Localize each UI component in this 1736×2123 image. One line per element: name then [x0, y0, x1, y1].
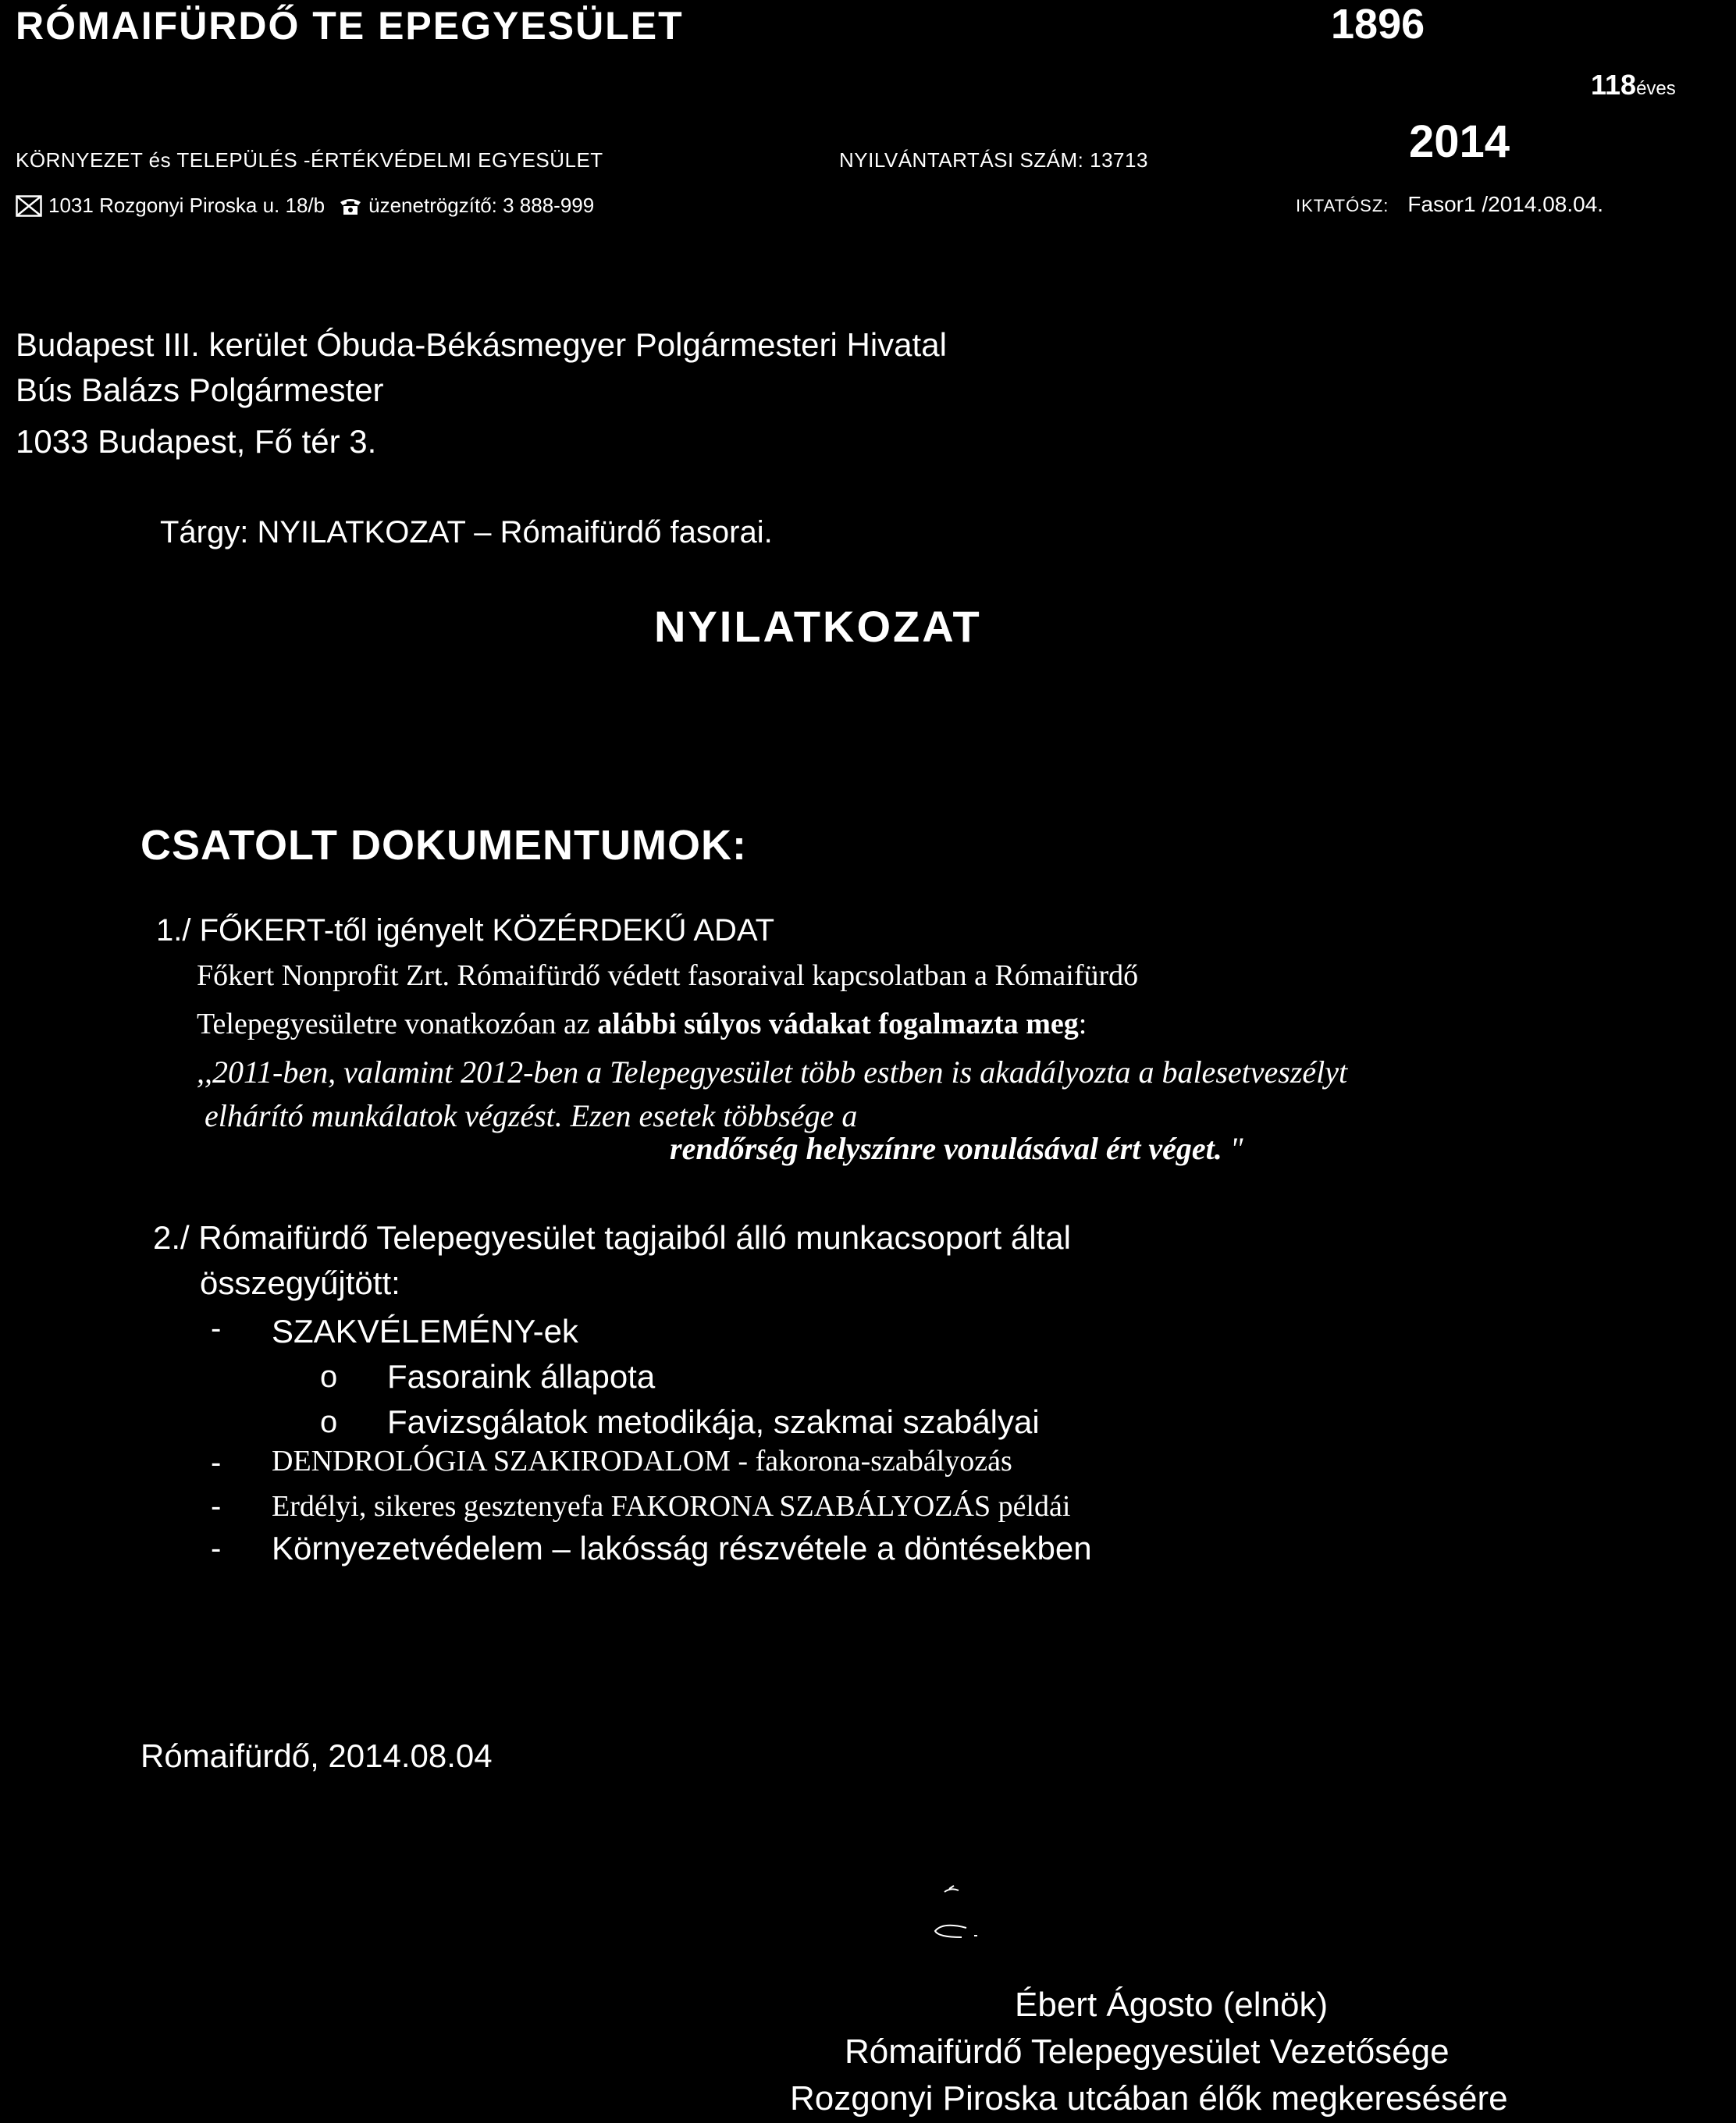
- years-badge: [1591, 69, 1676, 101]
- item1-text-plain: Telepegyesületre vonatkozóan az: [197, 1008, 598, 1040]
- sublist-item: Favizsgálatok metodikája, szakmai szabályai: [387, 1403, 1040, 1440]
- item1-heading: 1./ FŐKERT-től igényelt KÖZÉRDEKŰ ADAT: [156, 913, 775, 948]
- item1-text-bold: alábbi súlyos vádakat fogalmazta meg: [597, 1008, 1079, 1040]
- list-dash: -: [211, 1311, 222, 1346]
- list-item: DENDROLÓGIA SZAKIRODALOM - fakorona-szabályozás: [272, 1445, 1012, 1478]
- filing-label: IKTATÓSZ:: [1296, 196, 1389, 215]
- filing-number: [1296, 192, 1603, 217]
- item1-quote-bold: rendőrség helyszínre vonulásával ért véget.: [670, 1131, 1222, 1166]
- signatory-name: Ébert Ágosto (elnök): [1015, 1986, 1329, 2024]
- recipient-name: Bús Balázs Polgármester: [16, 372, 384, 408]
- signatory-organization: Rómaifürdő Telepegyesület Vezetősége: [845, 2032, 1450, 2071]
- phone-number: üzenetrögzítő: 3 888-999: [368, 194, 595, 217]
- recipient-office: Budapest III. kerület Óbuda-Békásmegyer Polgármesteri Hivatal: [16, 326, 947, 363]
- list-item: Erdélyi, sikeres gesztenyefa FAKORONA SZABÁLYOZÁS példái: [272, 1490, 1071, 1523]
- years-number: 118: [1591, 69, 1637, 101]
- item1-quote-line: ,,2011-ben, valamint 2012-ben a Telepegyesület több estben is akadályozta a balesetveszélyt: [197, 1054, 1348, 1090]
- organization-title: RÓMAIFÜRDŐ TE EPEGYESÜLET: [16, 4, 684, 48]
- item1-text-end: :: [1078, 1008, 1087, 1040]
- place-and-date: Rómaifürdő, 2014.08.04: [141, 1737, 493, 1774]
- registration-number: NYILVÁNTARTÁSI SZÁM: 13713: [839, 148, 1148, 172]
- years-suffix: éves: [1636, 78, 1676, 99]
- current-year: 2014: [1409, 116, 1510, 167]
- document-title: NYILATKOZAT: [654, 602, 982, 651]
- sublist-item: Fasoraink állapota: [387, 1358, 656, 1395]
- item1-text-line: Főkert Nonprofit Zrt. Rómaifürdő védett fasoraival kapcsolatban a Rómaifürdő: [197, 959, 1139, 992]
- item2-heading: 2./ Rómaifürdő Telepegyesület tagjaiból álló munkacsoport által: [153, 1219, 1071, 1256]
- list-dash: -: [211, 1446, 222, 1480]
- list-item: SZAKVÉLEMÉNY-ek: [272, 1313, 578, 1350]
- item1-quote-end: ": [1222, 1131, 1243, 1166]
- item2-heading-cont: összegyűjtött:: [200, 1264, 400, 1301]
- organization-subtitle: KÖRNYEZET és TELEPÜLÉS -ÉRTÉKVÉDELMI EGYESÜLET: [16, 148, 603, 172]
- item1-quote-line: [670, 1130, 1243, 1167]
- list-dash: -: [211, 1489, 222, 1524]
- list-item: Környezetvédelem – lakósság részvétele a döntésekben: [272, 1530, 1092, 1566]
- sublist-bullet: o: [320, 1405, 338, 1439]
- subject-line: Tárgy: NYILATKOZAT – Rómaifürdő fasorai.: [160, 515, 773, 549]
- founded-year: 1896: [1331, 1, 1425, 48]
- sublist-bullet: o: [320, 1360, 338, 1394]
- signature: [904, 1881, 998, 1951]
- list-dash: -: [211, 1531, 222, 1566]
- envelope-icon: [16, 195, 42, 217]
- attachments-heading: CSATOLT DOKUMENTUMOK:: [141, 822, 747, 869]
- postal-address: 1031 Rozgonyi Piroska u. 18/b: [48, 194, 326, 217]
- signatory-note: Rozgonyi Piroska utcában élők megkeresésére: [790, 2079, 1508, 2118]
- item1-quote-line: elhárító munkálatok végzést. Ezen esetek többsége a: [205, 1098, 858, 1133]
- recipient-address: 1033 Budapest, Fő tér 3.: [16, 423, 377, 460]
- filing-value: Fasor1 /2014.08.04.: [1407, 192, 1604, 216]
- item1-text-line: [197, 1007, 1087, 1041]
- address-line: [16, 194, 594, 218]
- phone-icon: [339, 196, 362, 216]
